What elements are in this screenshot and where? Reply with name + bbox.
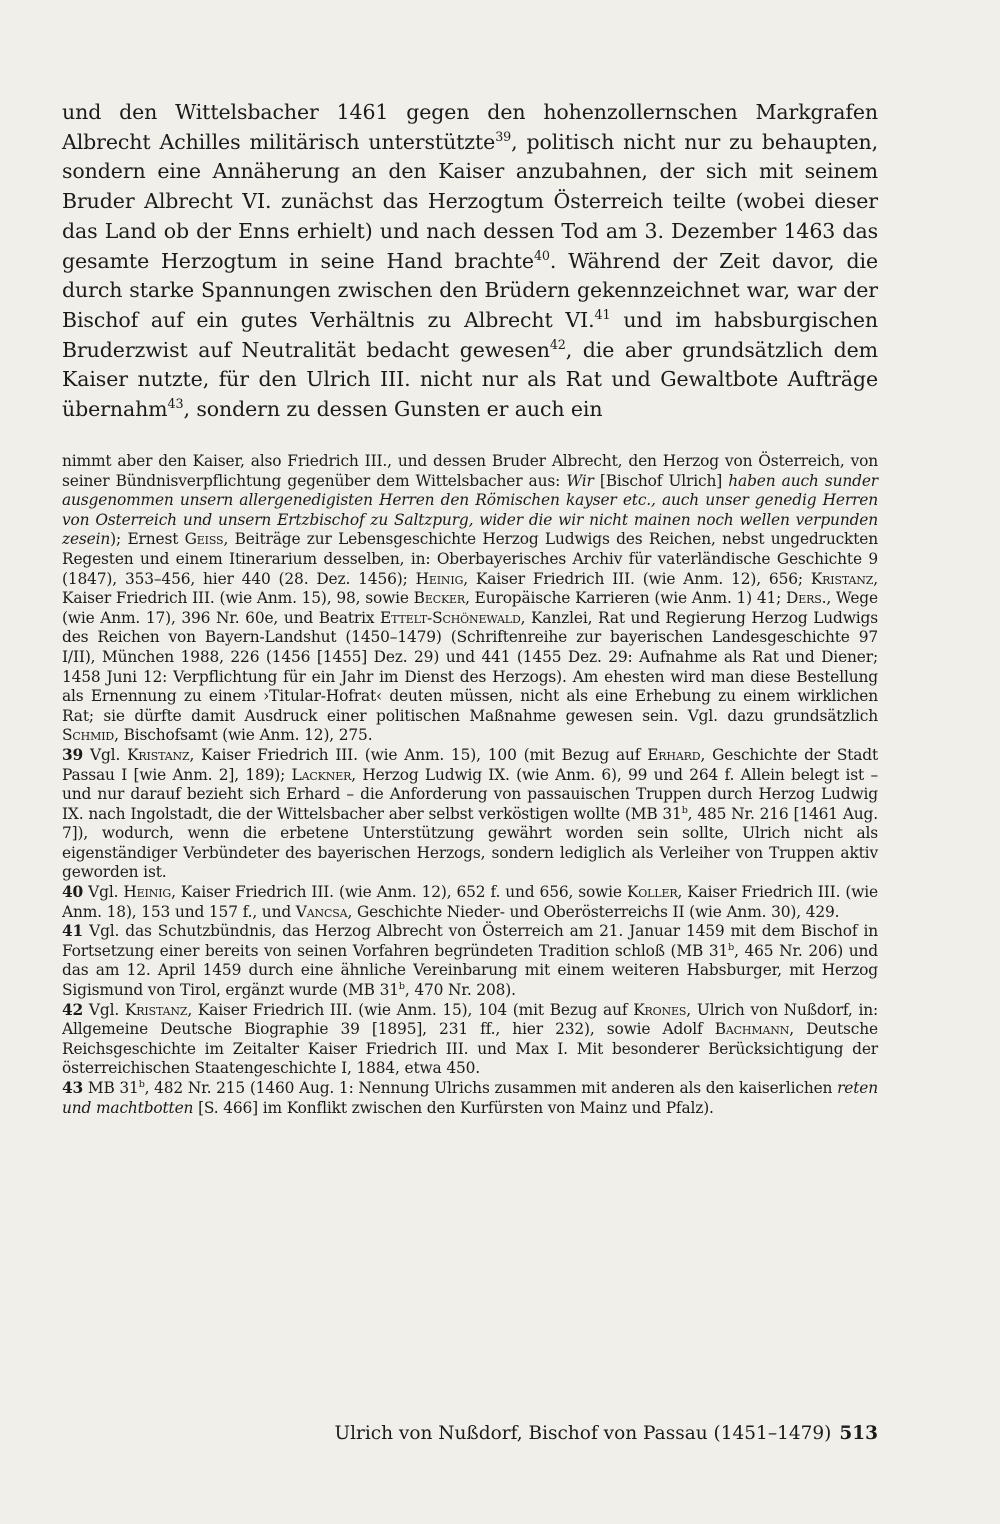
footnote-41 [62,922,878,1000]
fn-author: Geiss [184,530,224,549]
fn-superscript: b [728,941,735,953]
fn-author: Kristanz [127,745,190,764]
fn-text: [Bischof Ulrich] [593,471,729,490]
fn-text: , 482 Nr. 215 (1460 Aug. 1: Nennung Ulrichs zusammen mit anderen als den kaiserlichen [144,1079,838,1097]
footnote-ref-40: 40 [533,247,550,263]
footnote-continued [62,452,878,746]
fn-author: Heinig [123,883,172,902]
fn-text: , Bischofsamt (wie Anm. 12), 275. [114,726,373,745]
footnote-ref-43: 43 [167,396,184,412]
fn-text: , Wege (wie Anm. 17), 396 Nr. 60e, und Beatrix [62,589,878,627]
main-text-segment: und den Wittelsbacher 1461 gegen den hohenzollernschen Markgrafen Albrecht Achilles militärisch unterstützte [62,100,878,154]
footnote-number: 39 [62,745,84,764]
fn-text: [S. 466] im Konflikt zwischen den Kurfürsten von Mainz und Pfalz). [193,1098,714,1117]
main-text [62,98,878,425]
fn-text: , Geschichte Nieder- und Oberösterreichs II (wie Anm. 30), 429. [347,902,840,921]
footnote-ref-41: 41 [594,307,611,323]
footnote-43 [62,1079,878,1118]
footnote-number: 41 [62,922,84,941]
fn-author: Ders. [786,589,827,608]
footnote-ref-42: 42 [549,336,566,352]
fn-author: Bachmann [714,1020,790,1039]
fn-text: , Kaiser Friedrich III. (wie Anm. 15), 104 (mit Bezug auf [187,1000,634,1019]
fn-author: Kristanz [124,1000,188,1019]
footnote-number: 43 [62,1079,84,1097]
fn-author: Krones [633,1000,687,1019]
fn-text: , Kanzlei, Rat und Regierung Herzog Ludwigs des Reichen von Bayern-Landshut (1450–1479) (Schriftenreihe zur bayerischen Landesgeschichte 97 I/II), München 1988, 226 (1456 [1455] Dez. 29) und 441 (1455 Dez. 29: Aufnahme als Rat und Diener; 1458 Juni 12: Verpflichtung für ein Jahr im Dienst des Herzogs). Am ehesten wird man diese Bestellung als Ernennung zu einem ›Titular-Hofrat‹ deuten müssen, nicht als eine Erhebung zu einem wirklichen Rat; sie dürfte damit Ausdruck einer politischen Maßnahme gewesen sein. Vgl. dazu grundsätzlich [62,608,878,725]
fn-italic: reten und machtbotten [62,1079,878,1117]
main-text-segment: , politisch nicht nur zu behaupten, sondern eine Annäherung an den Kaiser anzubahnen, der sich mit seinem Bruder Albrecht VI. zunächst das Herzogtum Österreich teilte (wobei dieser das Land ob der Enns erhielt) und nach dessen Tod am 3. Dezember 1463 das gesamte Herzogtum in seine Hand brachte [62,129,878,273]
fn-text: , Deutsche Reichsgeschichte im Zeitalter Kaiser Friedrich III. und Max I. Mit besonderer Berücksichtigung der österreichischen Staatengeschichte I, 1884, etwa 450. [62,1020,878,1078]
fn-author: Vancsa [295,902,348,921]
fn-author: Koller [626,883,678,902]
footnote-40 [62,883,878,922]
fn-text: , Herzog Ludwig IX. (wie Anm. 6), 99 und 264 f. Allein belegt ist – und nur darauf bezieht sich Erhard – die Anforderung von passauischen Truppen durch Herzog Ludwig IX. nach Ingolstadt, die der Wittelsbacher aber selbst verköstigen wollte (MB 31 [62,765,878,823]
fn-text: , Beiträge zur Lebensgeschichte Herzog Ludwigs des Reichen, nebst ungedruckten Regesten und einem Itinerarium desselben, in: Oberbayerisches Archiv für vaterländische Geschichte 9 (1847), 353–456, hier 440 (28. Dez. 1456); [62,530,878,588]
fn-text: , Kaiser Friedrich III. (wie Anm. 12), 652 f. und 656, sowie [171,883,627,902]
fn-author: Lackner [291,765,352,784]
fn-author: Kristanz [810,569,874,588]
footnote-ref-39: 39 [495,128,512,144]
fn-superscript: b [681,804,688,816]
fn-text: , 485 Nr. 216 [1461 Aug. 7]), wodurch, wenn die erbetene Unterstützung gewährt worden sein sollte, Ulrich nicht als eigenständiger Verbündeter des bayerischen Herzogs, sondern lediglich als Verleiher von Truppen aktiv geworden ist. [62,804,878,882]
fn-text: , Kaiser Friedrich III. (wie Anm. 18), 153 und 157 f., und [62,883,878,921]
main-text-segment: . Während der Zeit davor, die durch starke Spannungen zwischen den Brüdern gekennzeichnet war, war der Bischof auf ein gutes Verhältnis zu Albrecht VI. [62,248,878,332]
fn-text: , Kaiser Friedrich III. (wie Anm. 15), 100 (mit Bezug auf [189,745,648,764]
fn-text: nimmt aber den Kaiser, also Friedrich III., und dessen Bruder Albrecht, den Herzog von Österreich, von seiner Bündnisverpflichtung gegenüber dem Wittelsbacher aus: [62,452,878,490]
fn-text: Vgl. [83,1000,125,1019]
fn-author: Erhard [647,745,701,764]
fn-text: , Kaiser Friedrich III. (wie Anm. 15), 98, sowie [62,569,878,608]
fn-text: , 465 Nr. 206) und das am 12. April 1459 durch eine ähnliche Vereinbarung mit einem weiteren Habsburger, mit Herzog Sigismund von Tirol, ergänzt wurde (MB 31 [62,941,878,1000]
fn-superscript: b [398,980,405,992]
fn-text: , Europäische Karrieren (wie Anm. 1) 41; [465,589,787,608]
footnotes [62,452,878,1118]
fn-text: Vgl. [83,745,128,764]
fn-text: Vgl. das Schutzbündnis, das Herzog Albrecht von Österreich am 21. Januar 1459 mit dem Bischof in Fortsetzung einer bereits von seinen Vorfahren begründeten Tradition schloß (MB 31 [62,922,878,960]
footnote-number: 42 [62,1000,84,1019]
footnote-42 [62,1001,878,1079]
main-text-segment: , sondern zu dessen Gunsten er auch ein [183,397,603,422]
fn-text: , Ulrich von Nußdorf, in: Allgemeine Deutsche Biographie 39 [1895], 231 ff., hier 232), sowie Adolf [62,1000,879,1039]
fn-author: Heinig [415,569,464,588]
fn-italic: haben auch sunder ausgenommen unsern allergenedigisten Herren den Römischen kayser etc., auch unser genedig Herren von Osterreich und unsern Ertzbischof zu Saltzpurg, wider die wir nicht mainen noch wellen verpunden zesein [62,471,878,549]
running-title: Ulrich von Nußdorf, Bischof von Passau (1451–1479) [334,1423,832,1444]
fn-superscript: b [138,1078,145,1090]
fn-italic: Wir [566,471,594,490]
footnote-39 [62,746,878,883]
fn-author: Becker [413,589,466,608]
fn-text: MB 31 [83,1079,139,1097]
running-footer [334,1423,878,1445]
fn-author: Schmid [62,726,115,745]
main-text-segment: , die aber grundsätzlich dem Kaiser nutzte, für den Ulrich III. nicht nur als Rat und Gewaltbote Aufträge übernahm [62,337,878,422]
fn-author: Ettelt-Schönewald [380,608,521,627]
page-number: 513 [839,1423,878,1444]
fn-text: ); Ernest [110,530,185,549]
fn-text: Vgl. [83,883,124,902]
footnote-number: 40 [62,883,84,902]
main-text-segment: und im habsburgischen Bruderzwist auf Neutralität bedacht gewesen [62,307,878,362]
fn-text: , Geschichte der Stadt Passau I [wie Anm. 2], 189); [62,745,879,784]
fn-text: , 470 Nr. 208). [404,981,516,1000]
fn-text: , Kaiser Friedrich III. (wie Anm. 12), 656; [463,569,811,588]
